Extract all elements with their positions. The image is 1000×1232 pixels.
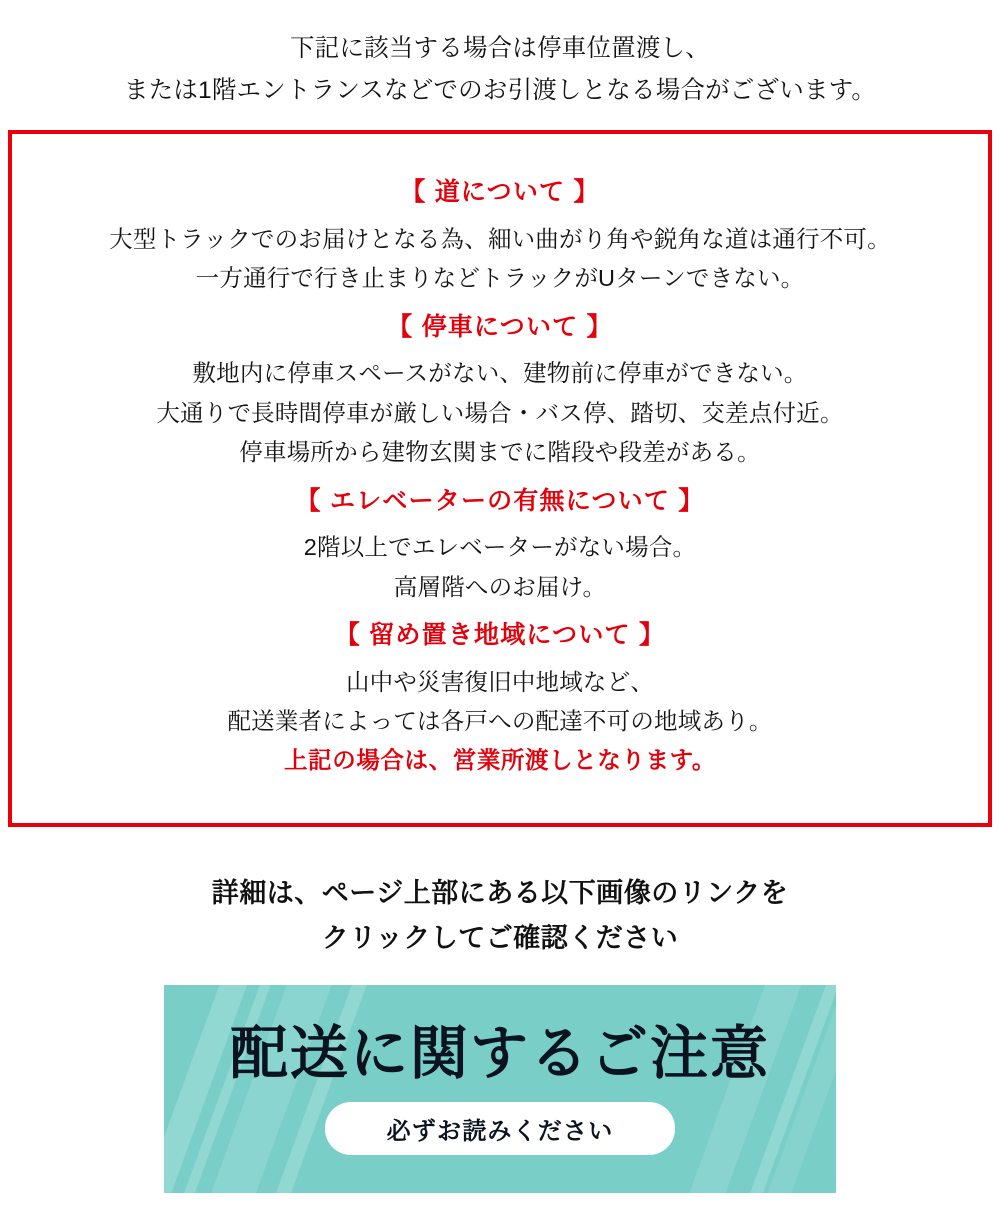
decorative-stripe-icon bbox=[166, 985, 288, 1193]
intro-text bbox=[0, 0, 1000, 112]
section-line-parking-3: 停車場所から建物玄関までに階段や段差がある。 bbox=[239, 439, 761, 466]
decorative-stripe-icon bbox=[750, 985, 836, 1193]
decorative-stripe-icon bbox=[673, 985, 818, 1193]
section-line-road-2: 一方通行で行き止まりなどトラックがUターンできない。 bbox=[195, 265, 805, 292]
intro-line-2: または1階エントランスなどでのお引渡しとなる場合がございます。 bbox=[123, 77, 877, 105]
decorative-stripe-icon bbox=[195, 985, 347, 1193]
section-heading-parking: 【 停車について 】 bbox=[387, 312, 613, 341]
section-line-hold-area-1: 山中や災害復旧中地域など、 bbox=[345, 668, 655, 695]
delivery-notice-banner-link[interactable] bbox=[164, 985, 836, 1193]
section-line-road-1: 大型トラックでのお届けとなる為、細い曲がり角や鋭角な道は通行不可。 bbox=[109, 225, 891, 252]
notice-section-road bbox=[32, 174, 968, 298]
section-line-elevator-1: 2階以上でエレベーターがない場合。 bbox=[303, 534, 697, 561]
banner-title: 配送に関するご注意 bbox=[229, 1021, 770, 1087]
section-heading-road: 【 道について 】 bbox=[400, 178, 600, 207]
section-line-hold-area-emphasis: 上記の場合は、営業所渡しとなります。 bbox=[284, 747, 716, 774]
decorative-stripe-icon bbox=[732, 985, 836, 1193]
section-line-parking-1: 敷地内に停車スペースがない、建物前に停車ができない。 bbox=[192, 360, 808, 387]
intro-line-1: 下記に該当する場合は停車位置渡し、 bbox=[290, 35, 710, 62]
section-line-hold-area-2: 配送業者によっては各戸への配達不可の地域あり。 bbox=[227, 708, 773, 734]
section-line-parking-2: 大通りで長時間停車が厳しい場合・バス停、踏切、交差点付近。 bbox=[156, 399, 844, 426]
cta-text bbox=[0, 871, 1000, 961]
notice-section-elevator bbox=[32, 483, 968, 607]
banner-pill-label: 必ずお読みください bbox=[325, 1102, 676, 1155]
cta-line-2: クリックしてご確認ください bbox=[321, 923, 679, 954]
decorative-stripe-icon bbox=[258, 985, 384, 1193]
section-heading-elevator: 【 エレベーターの有無について 】 bbox=[295, 486, 705, 515]
notice-section-hold-area bbox=[32, 617, 968, 781]
notice-section-parking bbox=[32, 309, 968, 473]
notice-box bbox=[8, 130, 992, 827]
decorative-stripe-icon bbox=[164, 985, 264, 1193]
section-heading-hold-area: 【 留め置き地域について 】 bbox=[334, 621, 666, 650]
cta-line-1: 詳細は、ページ上部にある以下画像のリンクを bbox=[211, 878, 789, 909]
section-line-elevator-2: 高層階へのお届け。 bbox=[393, 573, 607, 600]
banner-wrapper bbox=[0, 985, 1000, 1193]
